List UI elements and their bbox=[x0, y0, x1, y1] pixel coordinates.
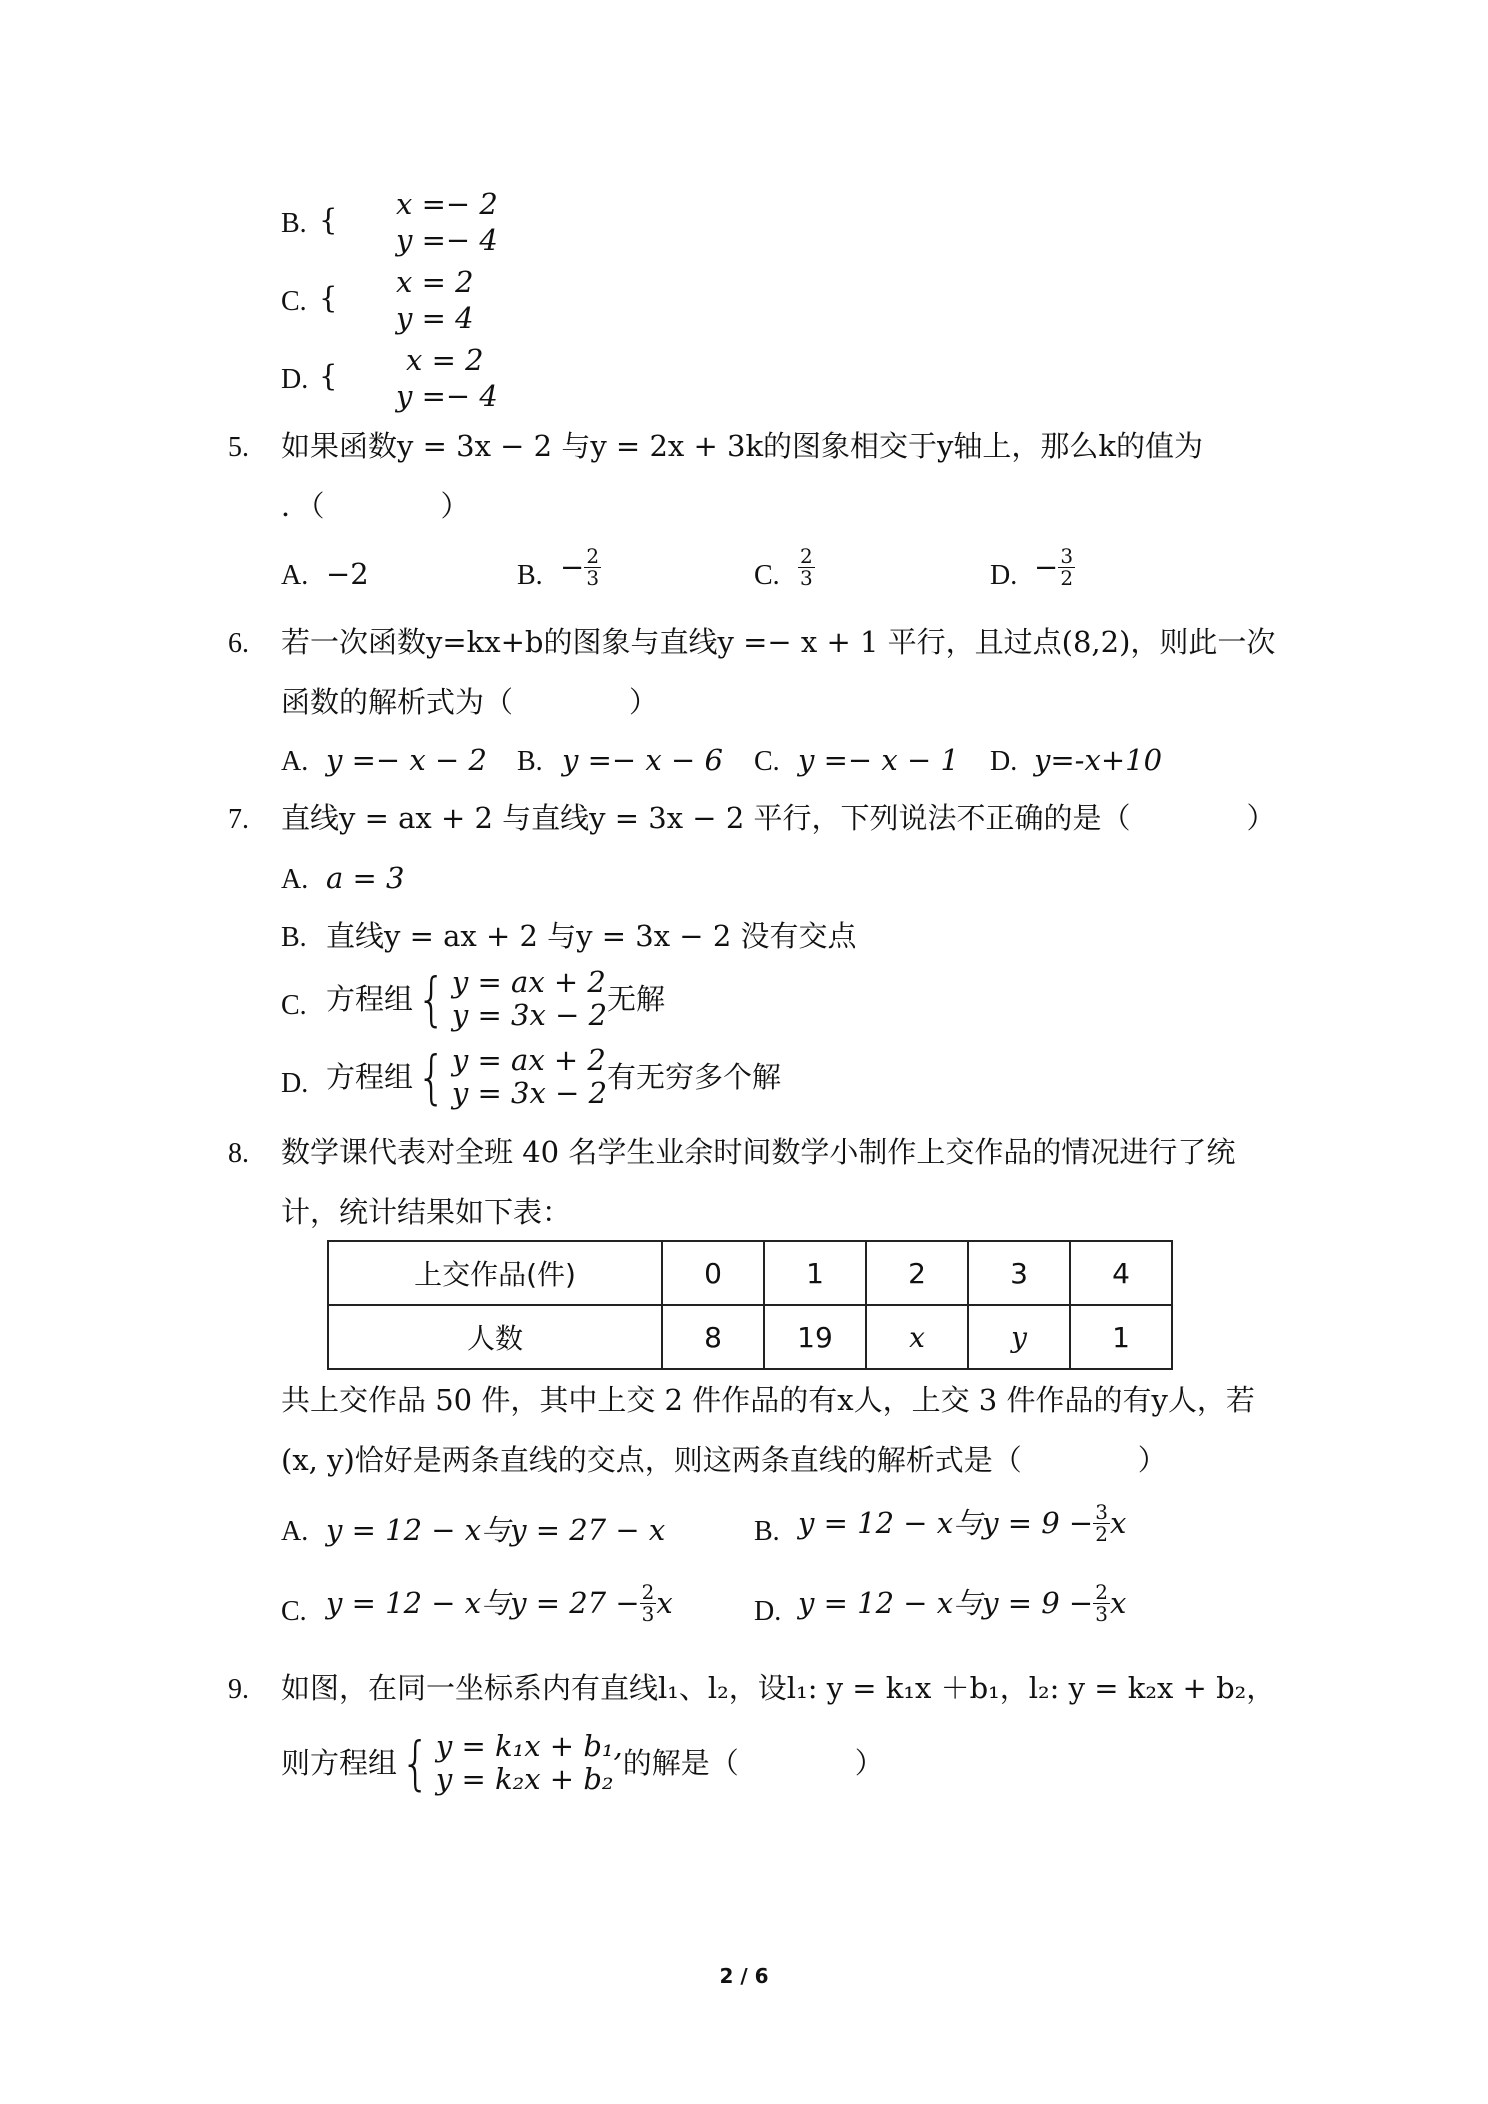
question-number: 7. bbox=[228, 804, 249, 835]
table-cell: 1 bbox=[764, 1241, 866, 1305]
option-label: C. bbox=[754, 746, 780, 777]
table-cell: 8 bbox=[662, 1305, 764, 1369]
table-cell: x bbox=[866, 1305, 968, 1369]
equation-row: x = 2 bbox=[406, 343, 484, 377]
question-number: 9. bbox=[228, 1674, 249, 1705]
option-text: y =− x − 2 bbox=[326, 743, 487, 777]
table-row bbox=[328, 1241, 1172, 1305]
equation-row: y =− 4 bbox=[396, 223, 498, 257]
option-label: B. bbox=[281, 208, 307, 239]
option-label: A. bbox=[281, 1516, 309, 1547]
question-text: 如图，在同一坐标系内有直线l₁、l₂，设l₁: y = k₁x ＋b₁，l₂: y = k₂x + b₂， bbox=[281, 1671, 1276, 1705]
question-text: 共上交作品 50 件，其中上交 2 件作品的有x人，上交 3 件作品的有y人，若 bbox=[281, 1383, 1255, 1417]
brace: { bbox=[319, 359, 338, 393]
table-cell: 人数 bbox=[328, 1305, 662, 1369]
option-label: D. bbox=[754, 1596, 782, 1627]
stats-table bbox=[327, 1240, 1173, 1370]
table-cell: 上交作品(件) bbox=[328, 1241, 662, 1305]
question-system: 则方程组 { y = k₁x + b₁, y = k₂x + b₂ 的解是（ ） bbox=[281, 1729, 884, 1798]
option-text: y =− x − 6 bbox=[562, 743, 723, 777]
page-number: 2 / 6 bbox=[719, 1964, 769, 1988]
table-cell: y bbox=[968, 1305, 1070, 1369]
option-label: D. bbox=[281, 1068, 309, 1099]
option-label: C. bbox=[754, 560, 780, 591]
option-label: B. bbox=[517, 746, 543, 777]
option-value: − $\frac{3}{2}$ bbox=[1034, 544, 1074, 590]
option-text: −2 bbox=[326, 557, 369, 591]
option-value: y = 12 − x与y = 9 − $\frac{3}{2}$ x bbox=[798, 1500, 1127, 1546]
question-text: (x, y)恰好是两条直线的交点，则这两条直线的解析式是（ ） bbox=[281, 1443, 1167, 1477]
brace: { bbox=[319, 281, 338, 315]
table-cell: 2 bbox=[866, 1241, 968, 1305]
option-label: B. bbox=[754, 1516, 780, 1547]
equation-row: x =− 2 bbox=[396, 187, 498, 221]
option-system: 方程组 { y = ax + 2 y = 3x − 2 有无穷多个解 bbox=[326, 1043, 782, 1112]
option-value: y = 12 − x与y = 27 − $\frac{2}{3}$ x bbox=[326, 1580, 673, 1626]
option-text: 直线y = ax + 2 与y = 3x − 2 没有交点 bbox=[326, 919, 857, 953]
option-label: A. bbox=[281, 560, 309, 591]
table-cell: 1 bbox=[1070, 1305, 1172, 1369]
question-text: 如果函数y = 3x − 2 与y = 2x + 3k的图象相交于y轴上，那么k的值为 bbox=[281, 429, 1203, 463]
option-value: y = 12 − x与y = 9 − $\frac{2}{3}$ x bbox=[798, 1580, 1127, 1626]
option-text: y =− x − 1 bbox=[798, 743, 959, 777]
option-value: $\frac{2}{3}$ bbox=[800, 544, 813, 590]
option-label: B. bbox=[517, 560, 543, 591]
equation-row: y =− 4 bbox=[396, 379, 498, 413]
option-label: C. bbox=[281, 990, 307, 1021]
table-cell: 3 bbox=[968, 1241, 1070, 1305]
question-number: 5. bbox=[228, 432, 249, 463]
option-label: D. bbox=[281, 364, 309, 395]
question-number: 6. bbox=[228, 628, 249, 659]
option-label: A. bbox=[281, 864, 309, 895]
brace: { bbox=[319, 203, 338, 237]
table-row bbox=[328, 1305, 1172, 1369]
option-label: C. bbox=[281, 1596, 307, 1627]
option-label: B. bbox=[281, 922, 307, 953]
table-cell: 19 bbox=[764, 1305, 866, 1369]
option-label: A. bbox=[281, 746, 309, 777]
option-text: y=-x+10 bbox=[1034, 743, 1163, 777]
question-text: 函数的解析式为（ ） bbox=[281, 685, 659, 719]
option-text: a = 3 bbox=[326, 861, 405, 895]
question-text: 数学课代表对全班 40 名学生业余时间数学小制作上交作品的情况进行了统 bbox=[281, 1135, 1236, 1169]
table-cell: 4 bbox=[1070, 1241, 1172, 1305]
question-text: 若一次函数y=kx+b的图象与直线y =− x + 1 平行，且过点(8,2)，则此一次 bbox=[281, 625, 1276, 659]
question-text: ．（ ） bbox=[281, 489, 470, 523]
option-label: D. bbox=[990, 746, 1018, 777]
option-label: C. bbox=[281, 286, 307, 317]
equation-row: y = 4 bbox=[396, 301, 474, 335]
question-text: 计，统计结果如下表： bbox=[281, 1195, 572, 1229]
question-number: 8. bbox=[228, 1138, 249, 1169]
option-label: D. bbox=[990, 560, 1018, 591]
table-cell: 0 bbox=[662, 1241, 764, 1305]
equation-row: x = 2 bbox=[396, 265, 474, 299]
question-text: 直线y = ax + 2 与直线y = 3x − 2 平行，下列说法不正确的是（ ） bbox=[281, 801, 1276, 835]
option-system: 方程组 { y = ax + 2 y = 3x − 2 无解 bbox=[326, 965, 666, 1034]
option-value: − $\frac{2}{3}$ bbox=[560, 544, 600, 590]
option-text: y = 12 − x与y = 27 − x bbox=[326, 1513, 666, 1547]
